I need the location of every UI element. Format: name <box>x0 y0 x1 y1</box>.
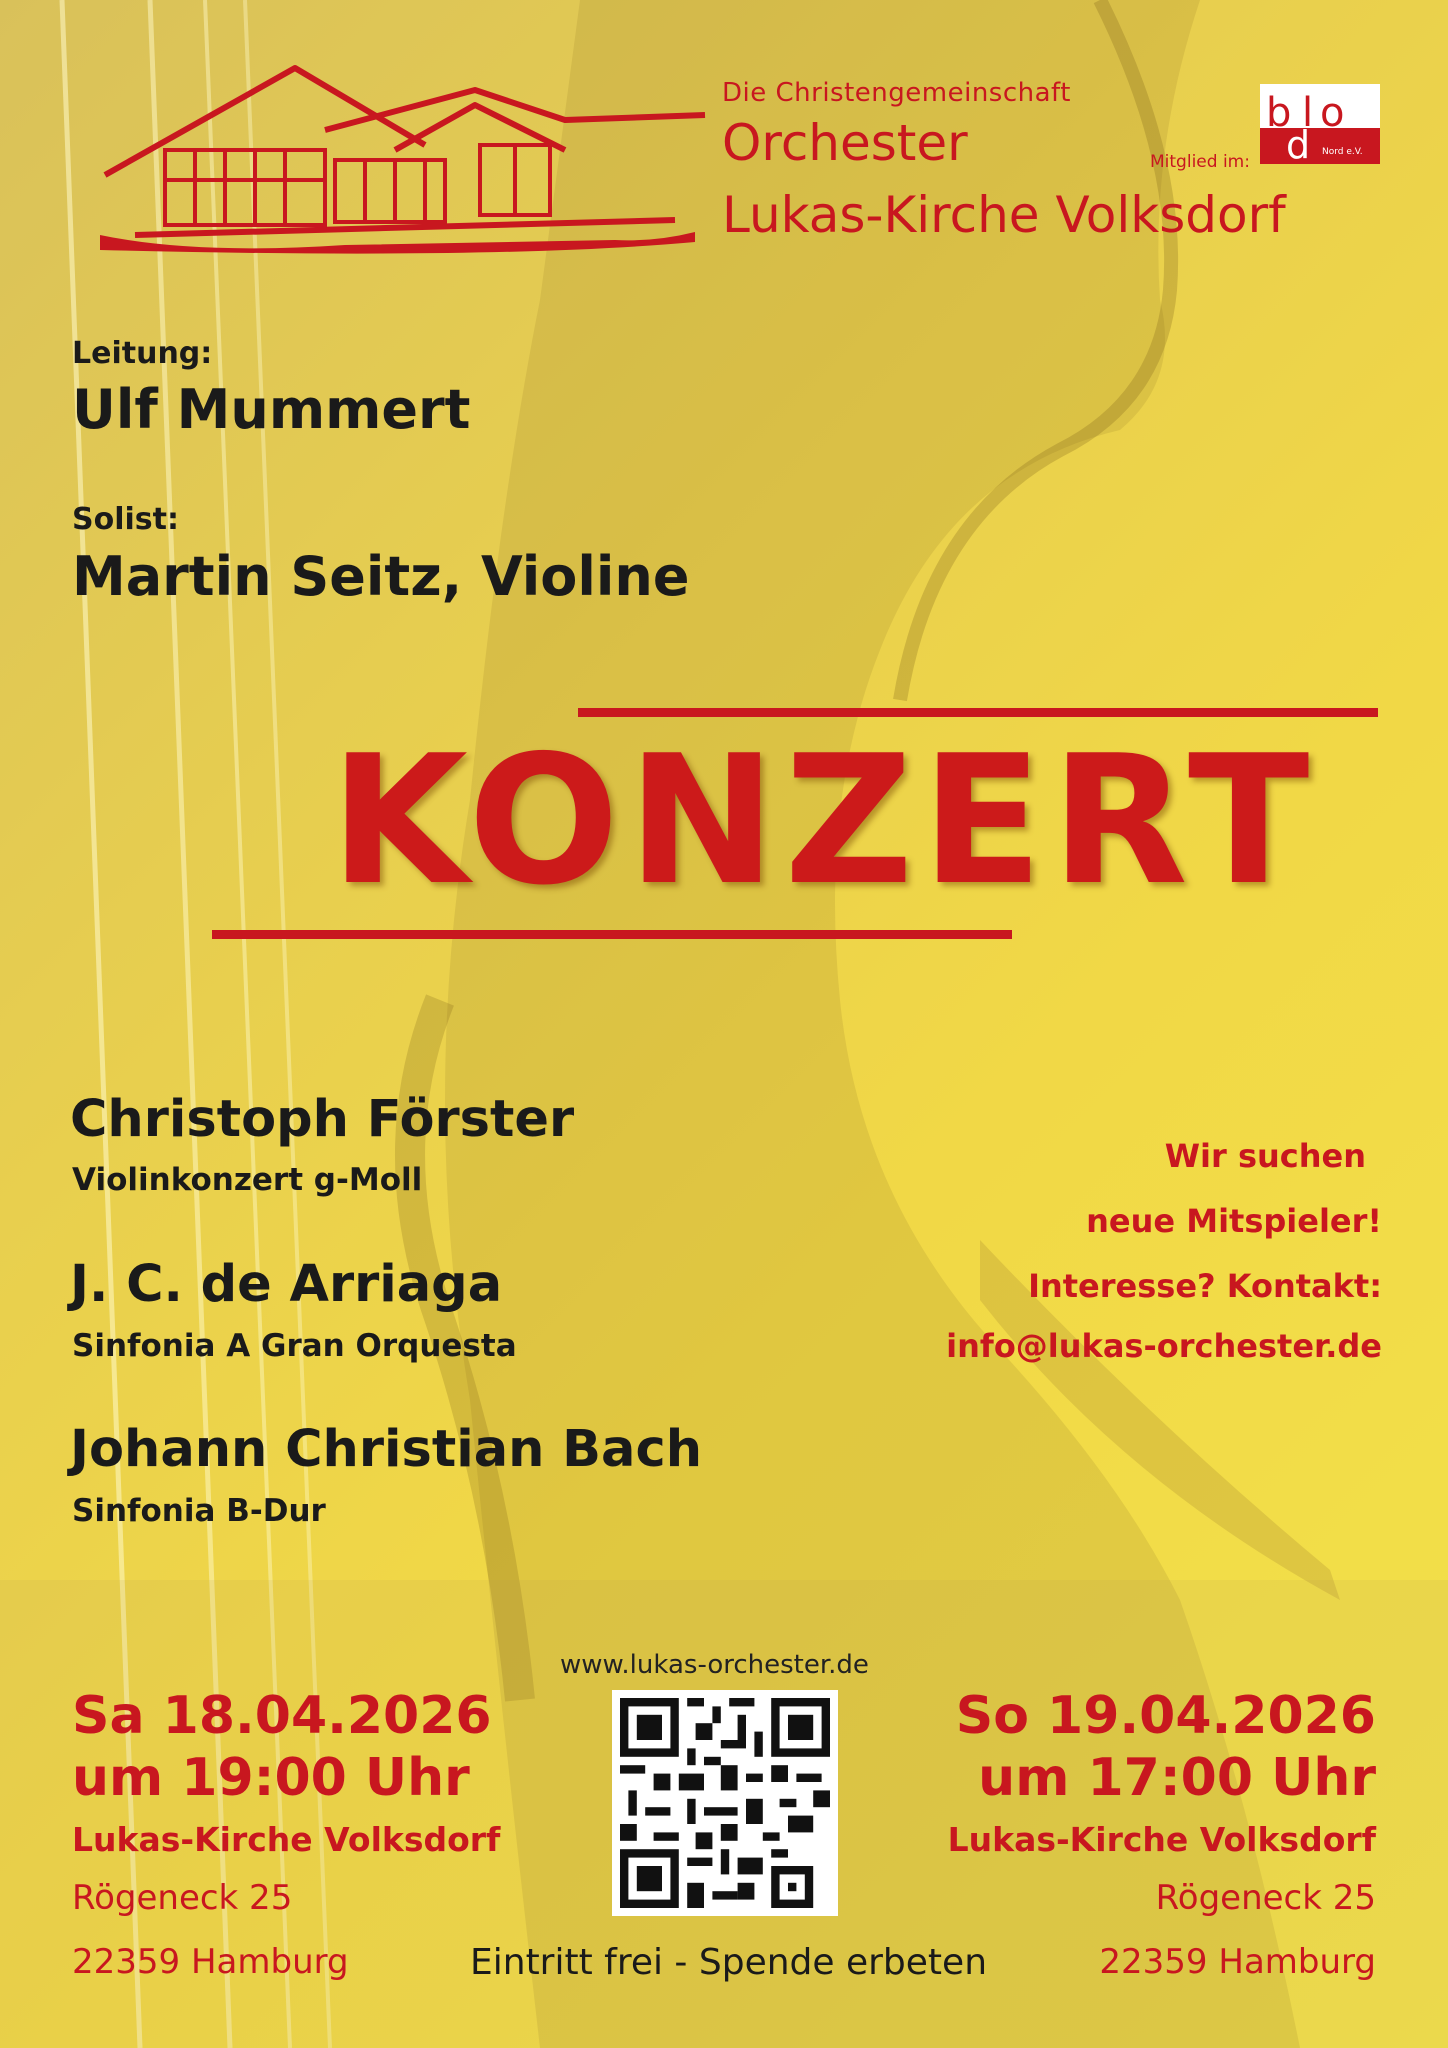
notice-line2: neue Mitspieler! <box>1086 1202 1382 1240</box>
entry-note: Eintritt frei - Spende erbeten <box>470 1942 988 1983</box>
work-1: Violinkonzert g-Moll <box>72 1162 423 1198</box>
event2-date: So 19.04.2026 <box>955 1686 1376 1746</box>
church-logo-icon <box>95 60 715 260</box>
event1-location: Lukas-Kirche Volksdorf <box>72 1820 501 1859</box>
notice-line3: Interesse? Kontakt: <box>1028 1267 1382 1305</box>
work-2: Sinfonia A Gran Orquesta <box>72 1328 517 1364</box>
svg-text:o: o <box>1320 90 1345 136</box>
title-bottom-bar <box>212 930 1012 939</box>
svg-text:l: l <box>1302 90 1314 136</box>
bdlo-logo-icon <box>1260 84 1380 164</box>
notice-line1: Wir suchen <box>1164 1137 1366 1175</box>
event1-city: 22359 Hamburg <box>72 1942 349 1982</box>
member-label: Mitglied im: <box>1150 152 1250 172</box>
orchestra-name-line1: Orchester <box>722 114 968 172</box>
leitung-label: Leitung: <box>72 336 213 371</box>
orchestra-name-line2: Lukas-Kirche Volksdorf <box>722 186 1286 244</box>
work-3: Sinfonia B-Dur <box>72 1493 326 1529</box>
org-name: Die Christengemeinschaft <box>722 78 1071 108</box>
composer-2: J. C. de Arriaga <box>70 1255 503 1314</box>
solist-name: Martin Seitz, Violine <box>72 545 690 608</box>
event2-location: Lukas-Kirche Volksdorf <box>947 1820 1376 1859</box>
svg-text:b: b <box>1266 90 1292 136</box>
contact-email: info@lukas-orchester.de <box>946 1327 1382 1365</box>
svg-text:Nord e.V.: Nord e.V. <box>1322 147 1363 157</box>
qr-code-icon <box>612 1690 838 1916</box>
event1-time: um 19:00 Uhr <box>72 1748 470 1808</box>
event2-street: Rögeneck 25 <box>1155 1878 1376 1918</box>
event2-city: 22359 Hamburg <box>1099 1942 1376 1982</box>
qr-code <box>612 1690 838 1916</box>
composer-3: Johann Christian Bach <box>70 1420 702 1479</box>
leitung-name: Ulf Mummert <box>72 378 471 441</box>
event2-time: um 17:00 Uhr <box>978 1748 1376 1808</box>
concert-title: KONZERT <box>330 717 1318 924</box>
event1-street: Rögeneck 25 <box>72 1878 293 1918</box>
title-top-bar <box>578 708 1378 717</box>
svg-text:d: d <box>1286 123 1311 164</box>
solist-label: Solist: <box>72 502 179 537</box>
composer-1: Christoph Förster <box>70 1090 575 1149</box>
website-url: www.lukas-orchester.de <box>560 1650 869 1680</box>
event1-date: Sa 18.04.2026 <box>72 1686 492 1746</box>
